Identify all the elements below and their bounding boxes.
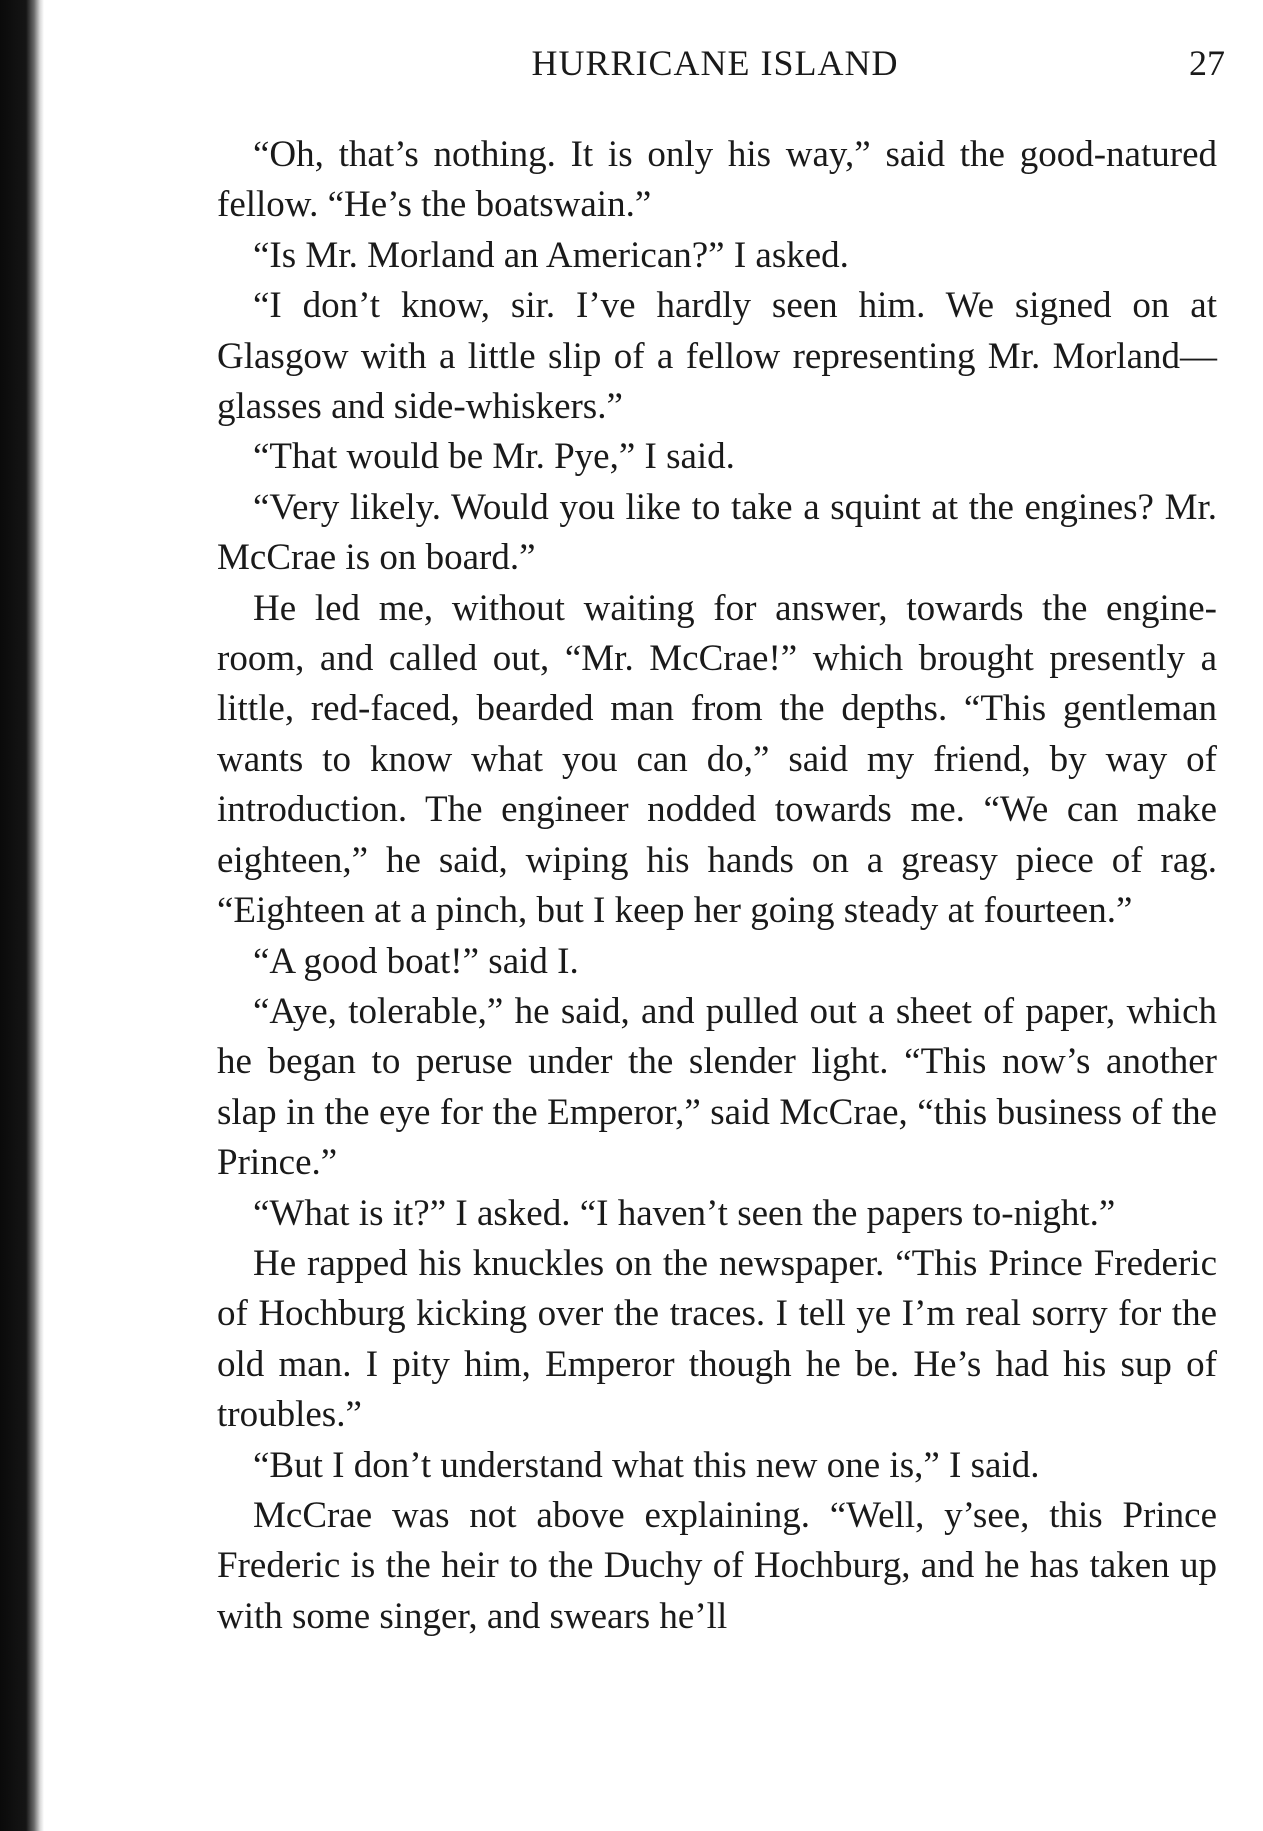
paragraph: He rapped his knuckles on the newspaper. “This Prince Frederic of Hochburg kicking over the traces. I tell ye I’m real sorry for the old man. I pity him, Emperor though he be. He’s had his sup of troubles.” xyxy=(217,1242,1217,1436)
paragraph: “Is Mr. Morland an American?” I asked. xyxy=(253,234,849,276)
paragraph: “What is it?” I asked. “I haven’t seen the papers to-night.” xyxy=(253,1192,1116,1234)
paragraph: “Very likely. Would you like to take a squint at the engines? Mr. McCrae is on board.” xyxy=(217,486,1217,579)
paragraph: He led me, without waiting for answer, towards the engine-room, and called out, “Mr. McCrae!” which brought presently a little, red-faced, bearded man from the depths. “This gentleman wants to know what you can do,” said my friend, by way of introduction. The engineer nodded towards me. “We can make eighteen,” he said, wiping his hands on a greasy piece of rag. “Eighteen at a pinch, but I keep her going steady at fourteen.” xyxy=(217,587,1217,932)
paragraph: McCrae was not above explaining. “Well, y’see, this Prince Frederic is the heir to the Duchy of Hochburg, and he has taken up with some singer, and swears he’ll xyxy=(217,1494,1217,1637)
paragraph: “I don’t know, sir. I’ve hardly seen him. We signed on at Glasgow with a little slip of a fellow representing Mr. Morland—glasses and side-whiskers.” xyxy=(217,285,1217,428)
paragraph: “But I don’t understand what this new one is,” I said. xyxy=(253,1444,1040,1486)
page-binding-edge xyxy=(0,0,44,1831)
paragraph: “That would be Mr. Pye,” I said. xyxy=(253,436,735,478)
page-number: 27 xyxy=(1189,43,1225,83)
paragraph: “Oh, that’s nothing. It is only his way,” said the good-natured fellow. “He’s the boatswain.” xyxy=(217,134,1217,226)
page-body xyxy=(217,130,1217,1642)
paragraph: “Aye, tolerable,” he said, and pulled out a sheet of paper, which he began to peruse under the slender light. “This now’s another slap in the eye for the Emperor,” said McCrae, “this business of the Prince.” xyxy=(217,990,1217,1184)
paragraph: “A good boat!” said I. xyxy=(253,940,579,982)
running-title: HURRICANE ISLAND xyxy=(531,43,899,83)
running-head xyxy=(215,38,1225,88)
